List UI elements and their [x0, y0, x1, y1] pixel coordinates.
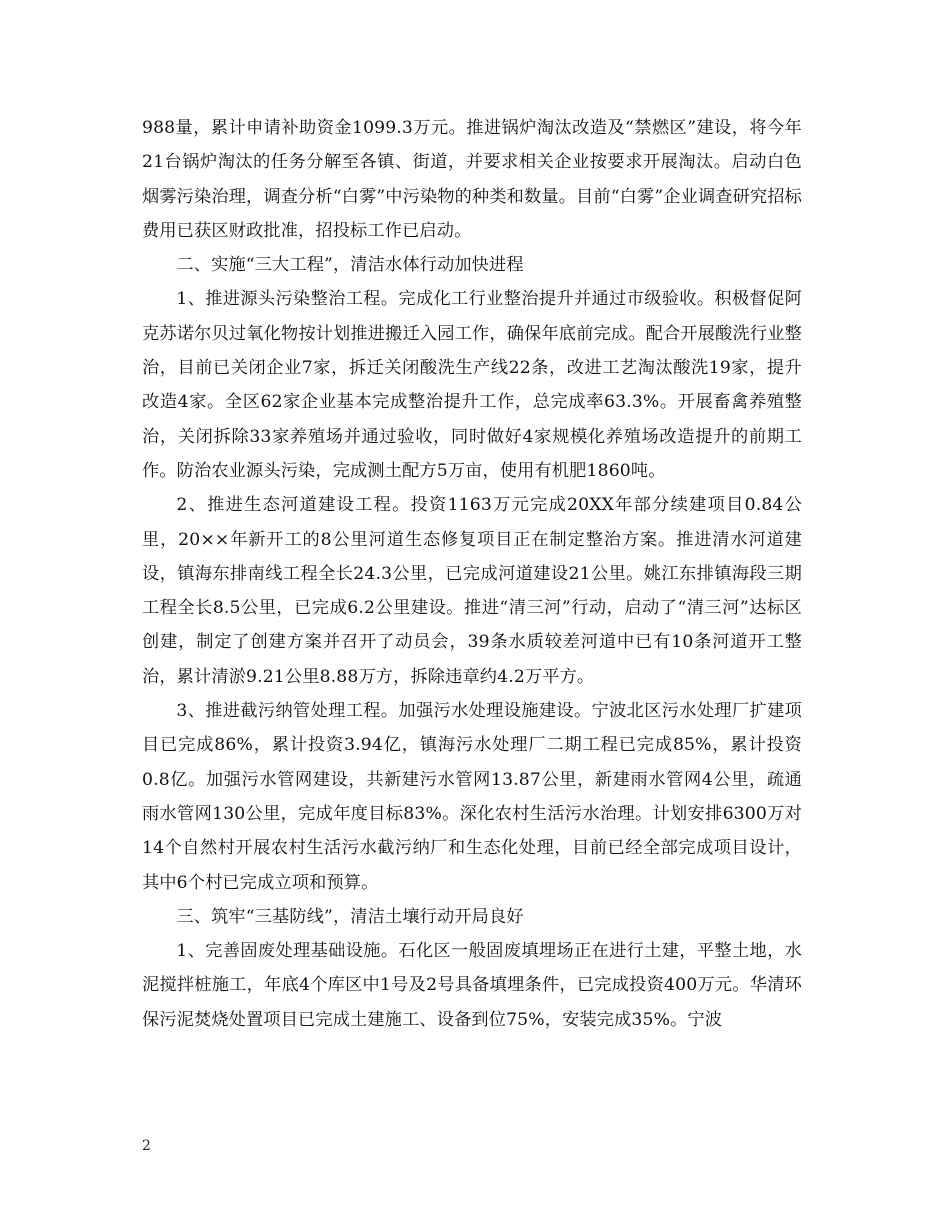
paragraph-source-pollution: 1、推进源头污染整治工程。完成化工行业整治提升并通过市级验收。积极督促阿克苏诺尔贝过氧化物按计划推进搬迁入园工作，确保年底前完成。配合开展酸洗行业整治，目前已关闭企业7家，拆迁关闭酸洗生产线22条，改进工艺淘汰酸洗19家，提升改造4家。全区62家企业基本完成整治提升工作，总完成率63.3%。开展畜禽养殖整治，关闭拆除33家养殖场并通过验收，同时做好4家规模化养殖场改造提升的前期工作。防治农业源头污染，完成测土配方5万亩，使用有机肥1860吨。 — [142, 289, 802, 481]
page-number: 2 — [142, 1138, 151, 1154]
section-heading-water: 二、实施“三大工程”，清洁水体行动加快进程 — [176, 255, 524, 276]
paragraph-sewage-treatment: 3、推进截污纳管处理工程。加强污水处理设施建设。宁波北区污水处理厂扩建项目已完成86%，累计投资3.94亿，镇海污水处理厂二期工程已完成85%，累计投资0.8亿。加强污水管网建设，共新建污水管网13.87公里，新建雨水管网4公里，疏通雨水管网130公里，完成年度目标83%。深化农村生活污水治理。计划安排6300万对14个自然村开展农村生活污水截污纳厂和生态化处理，目前已经全部完成项目设计，其中6个村已完成立项和预算。 — [142, 701, 802, 893]
paragraph-ecological-river: 2、推进生态河道建设工程。投资1163万元完成20XX年部分续建项目0.84公里，20××年新开工的8公里河道生态修复项目正在制定整治方案。推进清水河道建设，镇海东排南线工程全长24.3公里，已完成河道建设21公里。姚江东排镇海段三期工程全长8.5公里，已完成6.2公里建设。推进“清三河”行动，启动了“清三河”达标区创建，制定了创建方案并召开了动员会，39条水质较差河道中已有10条河道开工整治，累计清淤9.21公里8.88万方，拆除违章约4.2万平方。 — [142, 495, 802, 687]
paragraph-continuation: 988量，累计申请补助资金1099.3万元。推进锅炉淘汰改造及“禁燃区”建设，将今年21台锅炉淘汰的任务分解至各镇、街道，并要求相关企业按要求开展淘汰。启动白色烟雾污染治理，调查分析“白雾”中污染物的种类和数量。目前“白雾”企业调查研究招标费用已获区财政批准，招投标工作已启动。 — [142, 118, 802, 241]
document-body — [142, 111, 802, 1037]
section-heading-soil: 三、筑牢“三基防线”，清洁土壤行动开局良好 — [176, 906, 524, 927]
paragraph-solid-waste: 1、完善固废处理基础设施。石化区一般固废填埋场正在进行土建，平整土地，水泥搅拌桩施工，年底4个库区中1号及2号具备填埋条件，已完成投资400万元。华清环保污泥焚烧处置项目已完成土建施工、设备到位75%，安装完成35%。宁波 — [142, 941, 802, 1030]
